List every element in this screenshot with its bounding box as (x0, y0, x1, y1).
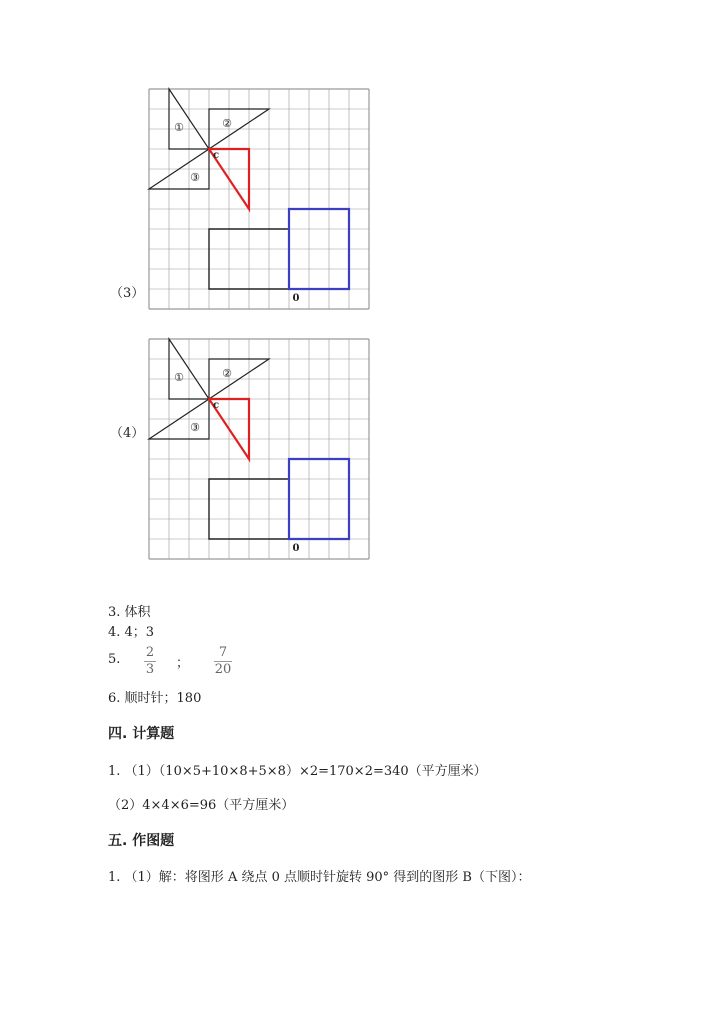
center-point-label: c (212, 150, 220, 161)
figure-3-label: （3） (110, 286, 145, 301)
label-2: ② (222, 117, 232, 130)
label-3: ③ (190, 171, 200, 184)
section-4-title: 四. 计算题 (108, 726, 175, 742)
denominator: 3 (145, 662, 155, 677)
label-1: ① (174, 121, 184, 134)
answer-5-prefix: 5. (108, 652, 121, 667)
origin-point-label: 0 (292, 293, 300, 304)
figure-4-label: （4） (110, 426, 145, 441)
answer-3: 3. 体积 (108, 605, 151, 620)
origin-point-label: 0 (292, 543, 300, 554)
grid-figure-4 (140, 330, 380, 570)
center-point-label: c (212, 400, 220, 411)
section-5-title: 五. 作图题 (108, 833, 175, 849)
answer-5-separator: ； (176, 656, 190, 671)
numerator: 2 (145, 645, 155, 660)
label-2: ② (222, 367, 232, 380)
section-4-line-1: 1. （1）（10×5+10×8+5×8）×2=170×2=340（平方厘米） (108, 764, 487, 779)
answer-6: 6. 顺时针；180 (108, 691, 202, 706)
numerator: 7 (218, 645, 228, 660)
fraction-7-20 (214, 645, 232, 678)
answer-4: 4. 4；3 (108, 625, 155, 640)
label-3: ③ (190, 421, 200, 434)
section-4-line-2: （2）4×4×6=96（平方厘米） (108, 798, 295, 813)
section-5-line-1: 1. （1）解：将图形 A 绕点 0 点顺时针旋转 90° 得到的图形 B（下图）： (108, 870, 531, 885)
label-1: ① (174, 371, 184, 384)
grid-figure-3 (140, 80, 380, 320)
fraction-2-3 (144, 645, 156, 678)
denominator: 20 (214, 662, 232, 677)
